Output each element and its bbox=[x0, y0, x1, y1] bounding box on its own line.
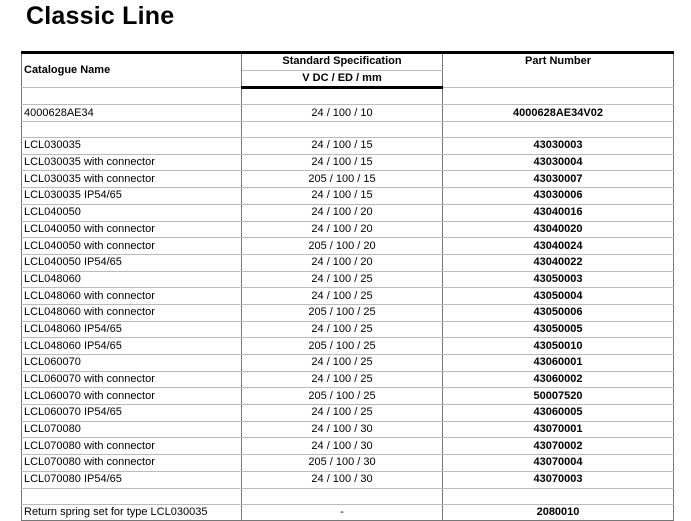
table-row bbox=[22, 471, 674, 488]
catalogue-name-cell: LCL048060 with connector bbox=[22, 304, 242, 321]
part-number-cell: 43030003 bbox=[443, 138, 674, 155]
catalogue-name-cell: LCL040050 with connector bbox=[22, 238, 242, 255]
catalogue-name-cell: LCL070080 bbox=[22, 421, 242, 438]
spec-cell: 24 / 100 / 30 bbox=[242, 421, 443, 438]
catalogue-name-cell: LCL040050 bbox=[22, 204, 242, 221]
part-number-cell bbox=[443, 122, 674, 138]
catalogue-name-header: Catalogue Name bbox=[22, 53, 242, 88]
part-number-cell: 43070002 bbox=[443, 438, 674, 455]
spec-cell: 24 / 100 / 25 bbox=[242, 288, 443, 305]
catalogue-name-cell: LCL048060 IP54/65 bbox=[22, 338, 242, 355]
spec-cell: 205 / 100 / 15 bbox=[242, 171, 443, 188]
part-number-cell: 43030007 bbox=[443, 171, 674, 188]
spec-units-header: V DC / ED / mm bbox=[242, 70, 443, 88]
part-number-cell: 43040016 bbox=[443, 204, 674, 221]
spec-cell: 24 / 100 / 25 bbox=[242, 321, 443, 338]
spec-cell: 24 / 100 / 25 bbox=[242, 371, 443, 388]
spec-cell: 24 / 100 / 10 bbox=[242, 105, 443, 122]
catalogue-name-cell: LCL060070 IP54/65 bbox=[22, 405, 242, 422]
spec-cell: 24 / 100 / 25 bbox=[242, 405, 443, 422]
catalogue-name-cell: LCL030035 IP54/65 bbox=[22, 188, 242, 205]
spec-cell: 205 / 100 / 20 bbox=[242, 238, 443, 255]
table-row bbox=[22, 438, 674, 455]
part-number-cell: 43050005 bbox=[443, 321, 674, 338]
part-number-cell: 43060005 bbox=[443, 405, 674, 422]
table-row bbox=[22, 338, 674, 355]
header-row bbox=[22, 53, 674, 71]
page-title: Classic Line bbox=[26, 2, 175, 30]
part-number-cell: 43050006 bbox=[443, 304, 674, 321]
part-number-cell: 43060001 bbox=[443, 355, 674, 372]
spec-cell bbox=[242, 488, 443, 504]
catalogue-name-cell: LCL060070 with connector bbox=[22, 388, 242, 405]
part-number-cell: 43060002 bbox=[443, 371, 674, 388]
table-row bbox=[22, 371, 674, 388]
spec-cell: 205 / 100 / 25 bbox=[242, 338, 443, 355]
table-row bbox=[22, 88, 674, 105]
table-body bbox=[22, 88, 674, 521]
table-row bbox=[22, 154, 674, 171]
table-row bbox=[22, 105, 674, 122]
catalogue-name-cell: LCL060070 with connector bbox=[22, 371, 242, 388]
part-number-cell bbox=[443, 488, 674, 504]
spec-cell: 205 / 100 / 25 bbox=[242, 304, 443, 321]
part-number-cell: 43040024 bbox=[443, 238, 674, 255]
part-number-cell: 2080010 bbox=[443, 504, 674, 521]
catalogue-name-cell: LCL070080 IP54/65 bbox=[22, 471, 242, 488]
catalogue-name-cell bbox=[22, 88, 242, 105]
table-row bbox=[22, 405, 674, 422]
spec-cell: 24 / 100 / 20 bbox=[242, 254, 443, 271]
catalogue-name-cell: LCL040050 IP54/65 bbox=[22, 254, 242, 271]
spec-cell: 24 / 100 / 15 bbox=[242, 188, 443, 205]
spec-cell: 24 / 100 / 25 bbox=[242, 271, 443, 288]
spec-cell: 24 / 100 / 20 bbox=[242, 221, 443, 238]
part-number-cell: 43040022 bbox=[443, 254, 674, 271]
table-row bbox=[22, 488, 674, 504]
spec-cell: - bbox=[242, 504, 443, 521]
catalogue-name-cell bbox=[22, 122, 242, 138]
table-row bbox=[22, 504, 674, 521]
spec-cell: 24 / 100 / 15 bbox=[242, 154, 443, 171]
catalogue-name-cell: LCL048060 IP54/65 bbox=[22, 321, 242, 338]
part-number-cell: 43070001 bbox=[443, 421, 674, 438]
catalogue-name-cell: Return spring set for type LCL030035 bbox=[22, 504, 242, 521]
table-row bbox=[22, 288, 674, 305]
spec-cell: 24 / 100 / 30 bbox=[242, 471, 443, 488]
table-row bbox=[22, 221, 674, 238]
spec-cell bbox=[242, 122, 443, 138]
catalogue-name-cell: LCL048060 with connector bbox=[22, 288, 242, 305]
catalogue-name-cell: LCL070080 with connector bbox=[22, 455, 242, 472]
table-row bbox=[22, 388, 674, 405]
part-number-cell: 43030004 bbox=[443, 154, 674, 171]
table-row bbox=[22, 122, 674, 138]
table-row bbox=[22, 355, 674, 372]
part-number-header: Part Number bbox=[443, 53, 674, 88]
spec-cell: 205 / 100 / 30 bbox=[242, 455, 443, 472]
catalogue-name-cell: LCL040050 with connector bbox=[22, 221, 242, 238]
table-row bbox=[22, 238, 674, 255]
spec-cell: 24 / 100 / 25 bbox=[242, 355, 443, 372]
part-number-cell: 43050003 bbox=[443, 271, 674, 288]
part-number-cell: 43070003 bbox=[443, 471, 674, 488]
catalogue-name-cell bbox=[22, 488, 242, 504]
spec-cell: 24 / 100 / 15 bbox=[242, 138, 443, 155]
table-row bbox=[22, 138, 674, 155]
spec-cell: 24 / 100 / 30 bbox=[242, 438, 443, 455]
part-number-cell: 4000628AE34V02 bbox=[443, 105, 674, 122]
part-number-cell: 43070004 bbox=[443, 455, 674, 472]
spec-cell: 205 / 100 / 25 bbox=[242, 388, 443, 405]
catalogue-name-cell: LCL048060 bbox=[22, 271, 242, 288]
catalogue-name-cell: LCL030035 bbox=[22, 138, 242, 155]
table-row bbox=[22, 188, 674, 205]
catalogue-name-cell: LCL030035 with connector bbox=[22, 171, 242, 188]
catalogue-name-cell: LCL060070 bbox=[22, 355, 242, 372]
table-row bbox=[22, 254, 674, 271]
standard-spec-header: Standard Specification bbox=[242, 53, 443, 71]
spec-cell: 24 / 100 / 20 bbox=[242, 204, 443, 221]
table-row bbox=[22, 271, 674, 288]
part-number-cell: 43050010 bbox=[443, 338, 674, 355]
part-number-cell: 43050004 bbox=[443, 288, 674, 305]
part-number-cell: 43030006 bbox=[443, 188, 674, 205]
table-row bbox=[22, 321, 674, 338]
table-row bbox=[22, 171, 674, 188]
catalogue-name-cell: LCL030035 with connector bbox=[22, 154, 242, 171]
table-row bbox=[22, 455, 674, 472]
table-row bbox=[22, 204, 674, 221]
catalogue-name-cell: LCL070080 with connector bbox=[22, 438, 242, 455]
catalogue-table bbox=[21, 51, 674, 521]
catalogue-name-cell: 4000628AE34 bbox=[22, 105, 242, 122]
table-row bbox=[22, 304, 674, 321]
part-number-cell: 50007520 bbox=[443, 388, 674, 405]
table-row bbox=[22, 421, 674, 438]
part-number-cell: 43040020 bbox=[443, 221, 674, 238]
part-number-cell bbox=[443, 88, 674, 105]
table-header bbox=[22, 53, 674, 88]
spec-cell bbox=[242, 88, 443, 105]
